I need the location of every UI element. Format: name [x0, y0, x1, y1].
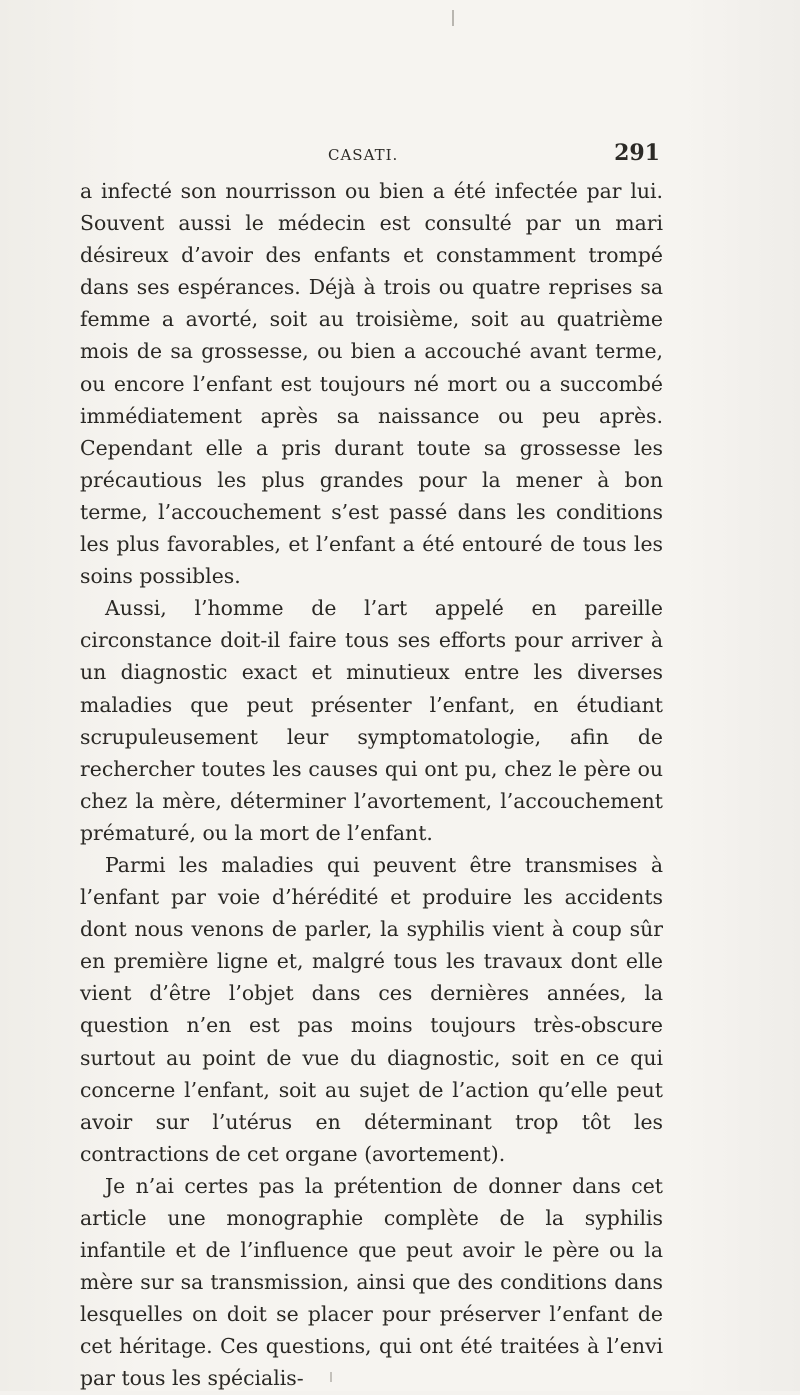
body-text — [80, 175, 663, 1395]
page-header — [80, 140, 660, 170]
paragraph-4: Je n’ai certes pas la prétention de donner dans cet article une monographie complète de la syphilis infantile et de l’influence que peut avoir le père ou la mère sur sa transmission, ainsi que des conditions dans lesquelles on doit se placer pour préserver l’enfant de cet héritage. Ces questions, qui ont été traitées à l’envi par tous les spécialis- — [80, 1173, 663, 1391]
page-number: 291 — [614, 140, 660, 166]
paragraph-1: a infecté son nourrisson ou bien a été infectée par lui. Souvent aussi le médecin est consulté par un mari désireux d’avoir des enfants et constamment trompé dans ses espérances. Déjà à trois ou quatre reprises sa femme a avorté, soit au troisième, soit au quatrième mois de sa grossesse, ou bien a accouché avant terme, ou encore l’enfant est toujours né mort ou a succombé immédiatement après sa naissance ou peu après. Cependant elle a pris durant toute sa grossesse les précautious les plus grandes pour la mener à bon terme, l’accouchement s’est passé dans les conditions les plus favorables, et l’enfant a été entouré de tous les soins possibles. — [80, 179, 663, 589]
paragraph-3: Parmi les maladies qui peuvent être transmises à l’enfant par voie d’hérédité et produire les accidents dont nous venons de parler, la syphilis vient à coup sûr en première ligne et, malgré tous les travaux dont elle vient d’être l’objet dans ces dernières années, la question n’en est pas moins toujours très-obscure surtout au point de vue du diagnostic, soit en ce qui concerne l’enfant, soit au sujet de l’action qu’elle peut avoir sur l’utérus en déterminant trop tôt les contractions de cet organe (avortement). — [80, 852, 663, 1166]
running-head: CASATI. — [328, 146, 399, 164]
paragraph-2: Aussi, l’homme de l’art appelé en pareille circonstance doit-il faire tous ses efforts pour arriver à un diagnostic exact et minutieux entre les diverses maladies que peut présenter l’enfant, en étudiant scrupuleusement leur symptomatologie, afin de rechercher toutes les causes qui ont pu, chez le père ou chez la mère, déterminer l’avortement, l’accouchement prématuré, ou la mort de l’enfant. — [80, 596, 663, 845]
margin-mark — [452, 10, 454, 26]
margin-mark-bottom — [330, 1372, 332, 1382]
